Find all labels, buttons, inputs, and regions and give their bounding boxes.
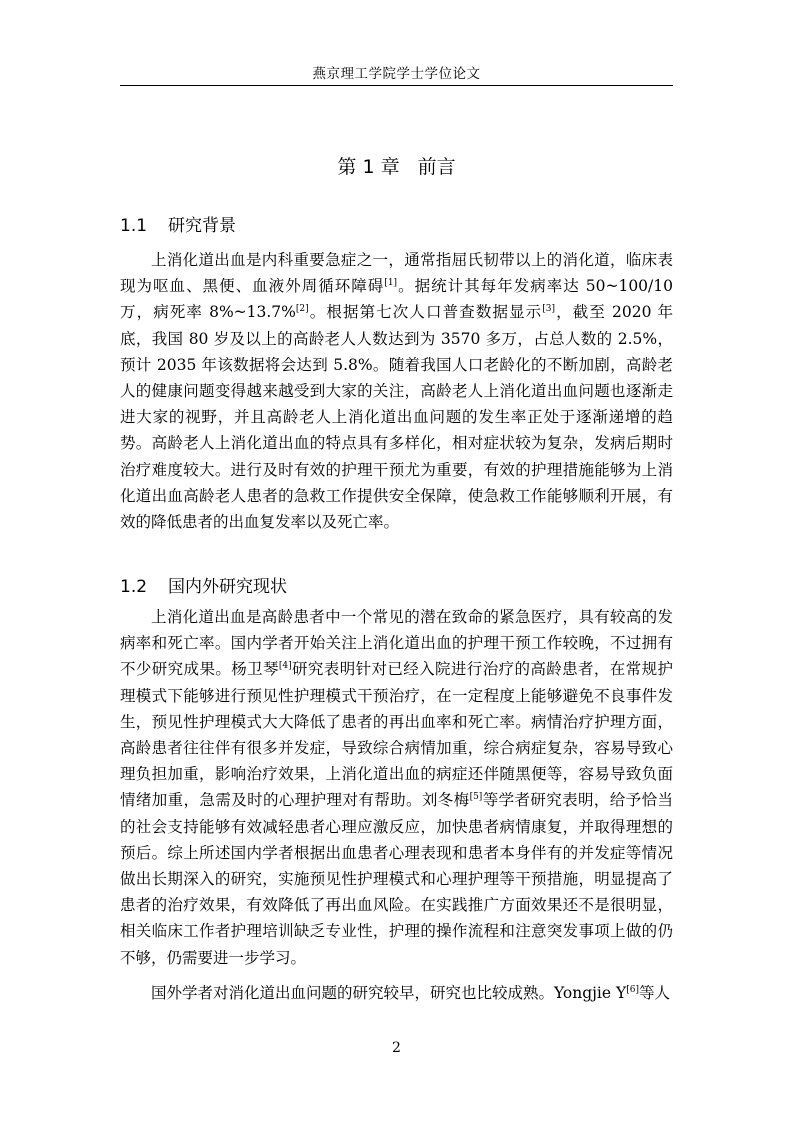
chapter-name: 前言: [417, 156, 456, 178]
section-title: 国内外研究现状: [168, 577, 287, 597]
text-run: 。据统计其每年发病率达 50~100/10 万，病死率 8%~13.7%: [120, 277, 673, 322]
page-number: 2: [392, 1040, 401, 1056]
running-header: 燕京理工学院学士学位论文: [312, 66, 481, 82]
text-run: 等人: [638, 984, 670, 1002]
section-heading-1-1: [120, 211, 236, 236]
section-number: 1.1: [120, 216, 148, 236]
paragraph-background: [120, 247, 673, 535]
text-run: 上消化道出血是内科重要急症之一，通常指屈氏韧带以上的消化道，临床表现为呕血、黑便、血液外周循环障碍: [120, 251, 673, 296]
citation-marker: [4]: [278, 661, 292, 672]
section-number: 1.2: [120, 577, 148, 597]
text-run: 上消化道出血是高龄患者中一个常见的潜在致命的紧急医疗，具有较高的发病率和死亡率。国内学者开始关注上消化道出血的护理干预工作较晚，不过拥有不少研究成果。杨卫琴: [120, 608, 673, 679]
section-title: 研究背景: [168, 216, 236, 236]
citation-marker: [6]: [626, 984, 639, 995]
text-run: 国外学者对消化道出血问题的研究较早，研究也比较成熟。Yongjie Y: [151, 984, 627, 1002]
citation-marker: [2]: [295, 304, 309, 315]
header-rule: [120, 85, 673, 86]
text-run: 研究表明针对已经入院进行治疗的高龄患者，在常规护理模式下能够进行预见性护理模式干预治疗，在一定程度上能够避免不良事件发生，预见性护理模式大大降低了患者的再出血率和死亡率。病情治疗护理方面，高龄患者往往伴有很多并发症，导致综合病情加重，综合病症复杂，容易导致心理负担加重，影响治疗效果，上消化道出血的病症还伴随黑便等，容易导致负面情绪加重，急需及时的心理护理对有帮助。刘冬梅: [120, 660, 673, 810]
citation-marker: [5]: [469, 792, 483, 803]
paragraph-domestic-research: [120, 604, 673, 971]
section-heading-1-2: [120, 572, 287, 597]
paragraph-foreign-research: [120, 980, 673, 1006]
chapter-title: [120, 152, 673, 179]
citation-marker: [3]: [542, 304, 556, 315]
citation-marker: [1]: [384, 278, 398, 289]
text-run: 等学者研究表明，给予恰当的社会支持能够有效减轻患者心理应激反应，加快患者病情康复，并取得理想的预后。综上所述国内学者根据出血患者心理表现和患者本身伴有的并发症等情况做出长期深入的研究，实施预见性护理模式和心理护理等干预措施，明显提高了患者的治疗效果，有效降低了再出血风险。在实践推广方面效果还不是很明显，相关临床工作者护理培训缺乏专业性，护理的操作流程和注意突发事项上做的仍不够，仍需要进一步学习。: [120, 791, 673, 967]
text-run: 。根据第七次人口普查数据显示: [308, 303, 543, 322]
text-run: ，截至 2020 年底，我国 80 岁及以上的高龄老人人数达到为 3570 多万，占总人数的 2.5%，预计 2035 年该数据将会达到 5.8%。随着我国人口老龄化的不断加剧，高龄老人的健康问题变得越来越受到大家的关注，高龄老人上消化道出血问题也逐渐走进大家的视野，并且高龄老人上消化道出血问题的发生率正处于逐渐递增的趋势。高龄老人上消化道出血的特点具有多样化，相对症状较为复杂，发病后期时治疗难度较大。进行及时有效的护理干预尤为重要，有效的护理措施能够为上消化道出血高龄老人患者的急救工作提供安全保障，使急救工作能够顺利开展，有效的降低患者的出血复发率以及死亡率。: [120, 303, 673, 532]
chapter-number: 第 1 章: [337, 156, 400, 178]
